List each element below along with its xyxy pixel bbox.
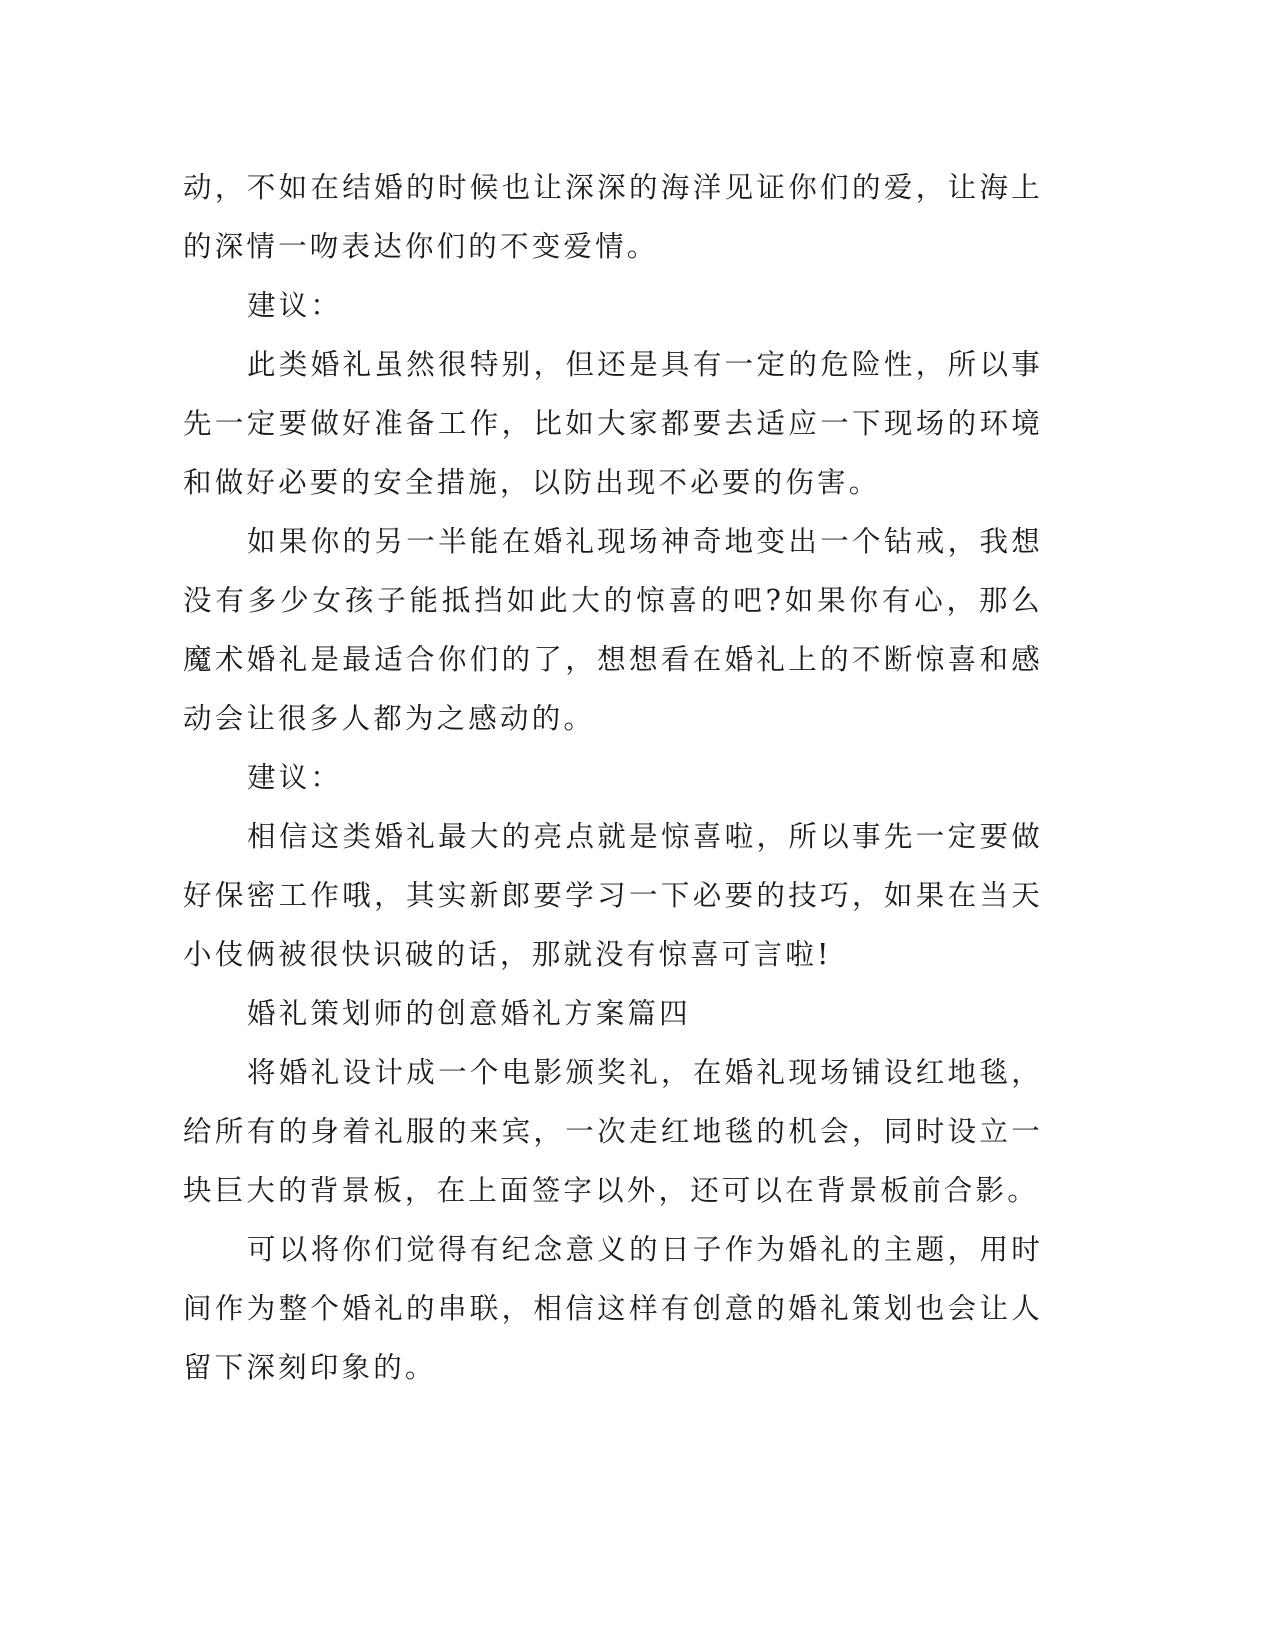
paragraph-surprise-advice: 相信这类婚礼最大的亮点就是惊喜啦，所以事先一定要做好保密工作哦，其实新郎要学习一下必要的技巧，如果在当天小伎俩被很快识破的话，那就没有惊喜可言啦! <box>183 820 1043 971</box>
paragraph-magic-wedding: 如果你的另一半能在婚礼现场神奇地变出一个钻戒，我想没有多少女孩子能抵挡如此大的惊喜的吧?如果你有心，那么魔术婚礼是最适合你们的了，想想看在婚礼上的不断惊喜和感动会让很多人都为之感动的。 <box>183 525 1043 735</box>
paragraph-suggestion-label: 建议： <box>247 761 343 794</box>
document-body <box>183 158 1043 1397</box>
paragraph-suggestion-label: 建议： <box>247 289 343 322</box>
paragraph-continuation: 动，不如在结婚的时候也让深深的海洋见证你们的爱，让海上的深情一吻表达你们的不变爱情。 <box>183 171 1043 263</box>
paragraph-date-theme: 可以将你们觉得有纪念意义的日子作为婚礼的主题，用时间作为整个婚礼的串联，相信这样有创意的婚礼策划也会让人留下深刻印象的。 <box>183 1233 1043 1384</box>
paragraph-award-ceremony: 将婚礼设计成一个电影颁奖礼，在婚礼现场铺设红地毯，给所有的身着礼服的来宾，一次走红地毯的机会，同时设立一块巨大的背景板，在上面签字以外，还可以在背景板前合影。 <box>183 1056 1043 1207</box>
paragraph-safety-advice: 此类婚礼虽然很特别，但还是具有一定的危险性，所以事先一定要做好准备工作，比如大家都要去适应一下现场的环境和做好必要的安全措施，以防出现不必要的伤害。 <box>183 348 1043 499</box>
section-heading: 婚礼策划师的创意婚礼方案篇四 <box>247 997 691 1030</box>
